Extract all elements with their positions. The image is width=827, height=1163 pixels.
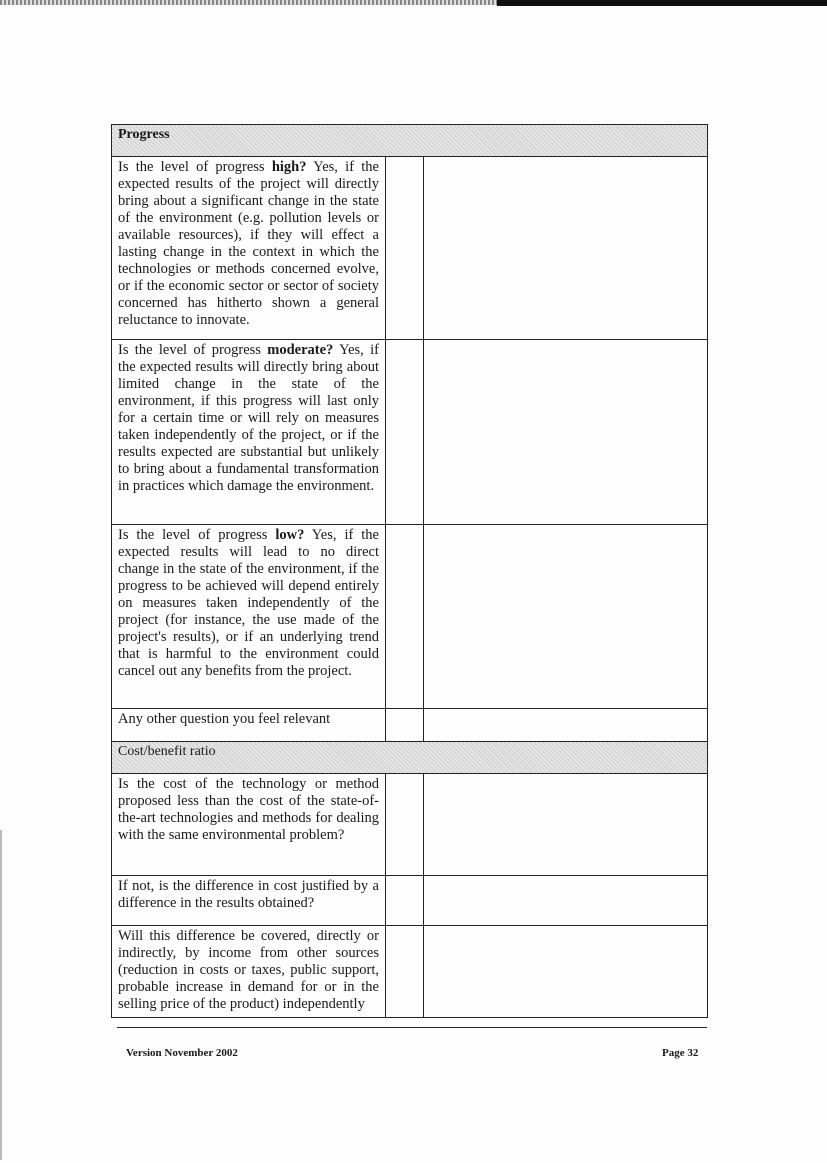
section-header-progress [112,125,708,157]
question-text: Is the level of progress [118,159,272,175]
question-cell [112,709,386,742]
question-cell [112,157,386,340]
table-row [112,525,708,709]
section-title [112,742,708,774]
footer-divider [117,1027,707,1028]
assessment-table [111,124,708,1018]
footer-version: Version November 2002 [126,1047,238,1059]
answer-check-cell[interactable] [386,876,424,926]
answer-comment-cell[interactable] [424,774,708,876]
answer-check-cell[interactable] [386,340,424,525]
section-title-text: Progress [118,127,170,142]
answer-comment-cell[interactable] [424,709,708,742]
answer-comment-cell[interactable] [424,340,708,525]
answer-check-cell[interactable] [386,926,424,1018]
question-cell [112,876,386,926]
section-title-text: Cost/benefit ratio [118,744,216,759]
table-row [112,709,708,742]
answer-comment-cell[interactable] [424,157,708,340]
question-emphasis: high? [271,159,307,175]
question-text: Will this difference be covered, directly or indirectly, by income from other sources (reduction in costs or taxes, public support, probable increase in demand for or in the selling price of the product) independently [118,928,379,1012]
scan-left-edge [0,830,2,1160]
answer-comment-cell[interactable] [424,876,708,926]
table-row [112,876,708,926]
answer-check-cell[interactable] [386,525,424,709]
table-row [112,774,708,876]
scan-top-edge [0,0,827,5]
question-cell [112,525,386,709]
answer-check-cell[interactable] [386,774,424,876]
page-number: Page 32 [662,1047,699,1059]
answer-check-cell[interactable] [386,709,424,742]
question-text-cont: Yes, if the expected results will lead to no direct change in the state of the environment, if the progress to be achieved will depend entirely on measures taken independently of the project (for instance, the use made of the project's results), or if an underlying trend that is harmful to the environment could cancel out any benefits from the project. [118,527,379,679]
answer-check-cell[interactable] [386,157,424,340]
question-text-cont: Yes, if the expected results will directly bring about limited change in the state of the environment, if this progress will last only for a certain time or will rely on measures taken independently of the project, or if the results expected are substantial but unlikely to bring about a fundamental transformation in practices which damage the environment. [118,342,379,494]
question-emphasis: moderate? [267,342,334,358]
section-header-cost-benefit [112,742,708,774]
question-text: Is the level of progress [118,342,268,358]
table-row [112,926,708,1018]
table-row [112,157,708,340]
question-text: Is the cost of the technology or method proposed less than the cost of the state-of-the-art technologies and methods for dealing with the same environmental problem? [118,776,379,843]
section-title [112,125,708,157]
table-row [112,340,708,525]
question-cell [112,340,386,525]
question-emphasis: low? [275,527,305,543]
question-text: If not, is the difference in cost justified by a difference in the results obtained? [118,878,379,911]
question-cell [112,774,386,876]
answer-comment-cell[interactable] [424,926,708,1018]
question-text: Is the level of progress [118,527,276,543]
question-text: Any other question you feel relevant [118,711,331,727]
question-cell [112,926,386,1018]
question-text-cont: Yes, if the expected results of the project will directly bring about a significant change in the state of the environment (e.g. pollution levels or available resources), if they will effect a lasting change in the context in which the technologies or methods concerned evolve, or if the economic sector or sector of society concerned has hitherto shown a general reluctance to innovate. [118,159,379,328]
answer-comment-cell[interactable] [424,525,708,709]
